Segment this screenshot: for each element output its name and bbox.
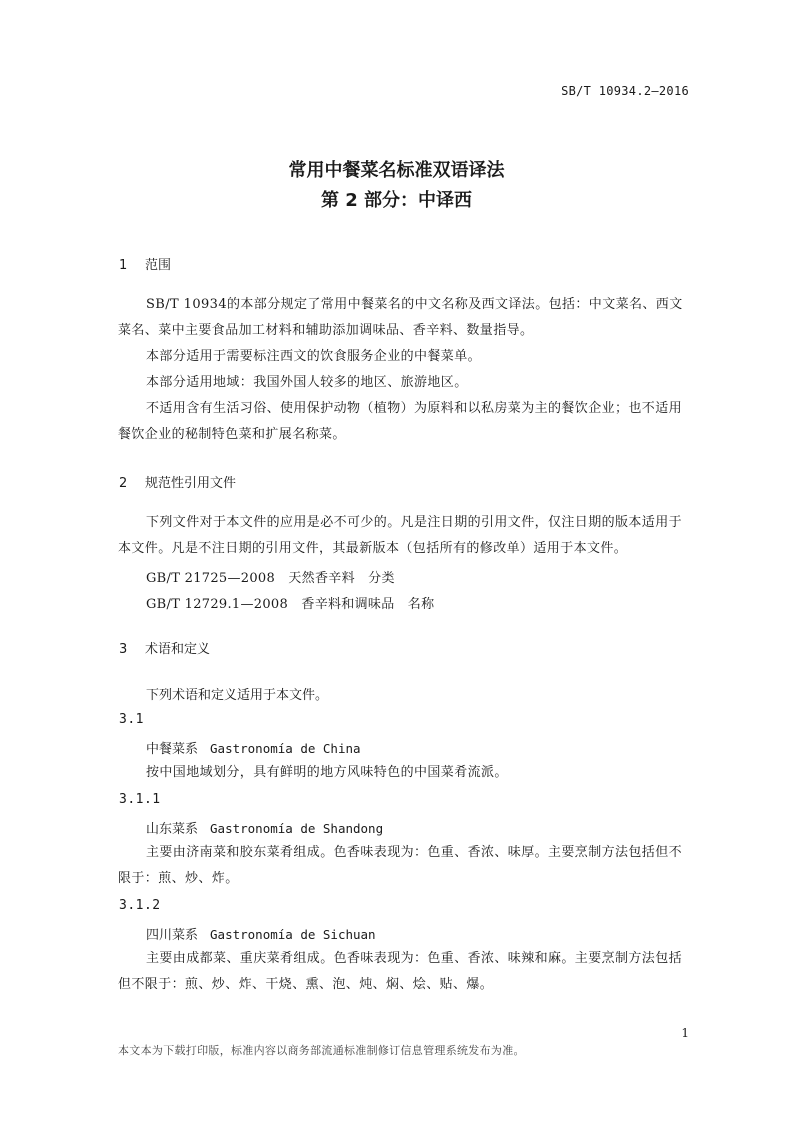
term-definition: 主要由成都菜、重庆菜肴组成。色香味表现为：色重、香浓、味辣和麻。主要烹制方法包括但不限于：煎、炒、炸、干烧、熏、泡、炖、焖、烩、贴、爆。 (118, 951, 683, 992)
reference-code: GB/T 21725—2008 (146, 571, 276, 586)
clause-number: 3.1.1 (119, 792, 161, 807)
reference-code: GB/T 12729.1—2008 (146, 597, 289, 612)
term-chinese: 山东菜系 (146, 822, 199, 837)
section-title: 范围 (145, 258, 172, 273)
reference-item (146, 567, 395, 586)
standard-number: SB/T 10934.2—2016 (561, 84, 689, 98)
clause-number: 3.1.2 (119, 898, 161, 913)
term-entry (146, 924, 376, 943)
section-heading-terms (119, 638, 210, 657)
clause-number: 3.1 (119, 712, 144, 727)
term-spanish: Gastronomía de Sichuan (210, 927, 376, 942)
document-subtitle: 第 2 部分：中译西 (320, 190, 473, 211)
term-entry (146, 818, 383, 837)
terms-intro: 下列术语和定义适用于本文件。 (146, 688, 329, 703)
reference-title: 天然香辛料 分类 (288, 571, 395, 586)
reference-title: 香辛料和调味品 名称 (301, 597, 435, 612)
scope-paragraph-1: SB/T 10934的本部分规定了常用中餐菜名的中文名称及西文译法。包括：中文菜名、西文菜名、菜中主要食品加工材料和辅助添加调味品、香辛料、数量指导。 (118, 297, 683, 338)
section-heading-scope (119, 254, 171, 273)
footer-note: 本文本为下载打印版，标准内容以商务部流通标准制修订信息管理系统发布为准。 (118, 1044, 525, 1057)
section-title: 术语和定义 (145, 642, 211, 657)
term-entry (146, 738, 361, 757)
page-number: 1 (681, 1026, 689, 1040)
section-title: 规范性引用文件 (145, 476, 237, 491)
scope-paragraph-2: 本部分适用于需要标注西文的饮食服务企业的中餐菜单。 (146, 349, 482, 364)
normative-paragraph: 下列文件对于本文件的应用是必不可少的。凡是注日期的引用文件，仅注日期的版本适用于本文件。凡是不注日期的引用文件，其最新版本（包括所有的修改单）适用于本文件。 (118, 515, 683, 556)
term-chinese: 四川菜系 (146, 928, 199, 943)
section-number: 3 (119, 642, 128, 657)
document-title: 常用中餐菜名标准双语译法 (288, 160, 505, 181)
scope-paragraph-3: 本部分适用地域：我国外国人较多的地区、旅游地区。 (146, 375, 468, 390)
term-chinese: 中餐菜系 (146, 742, 199, 757)
section-heading-normative (119, 472, 236, 491)
scope-paragraph-4: 不适用含有生活习俗、使用保护动物（植物）为原料和以私房菜为主的餐饮企业；也不适用餐饮企业的秘制特色菜和扩展名称菜。 (118, 401, 683, 442)
term-spanish: Gastronomía de China (210, 741, 361, 756)
term-spanish: Gastronomía de Shandong (210, 821, 384, 836)
term-definition: 按中国地域划分，具有鲜明的地方风味特色的中国菜肴流派。 (146, 765, 508, 780)
reference-item (146, 593, 434, 612)
term-definition: 主要由济南菜和胶东菜肴组成。色香味表现为：色重、香浓、味厚。主要烹制方法包括但不限于：煎、炒、炸。 (118, 845, 683, 886)
section-number: 1 (119, 258, 128, 273)
section-number: 2 (119, 476, 128, 491)
